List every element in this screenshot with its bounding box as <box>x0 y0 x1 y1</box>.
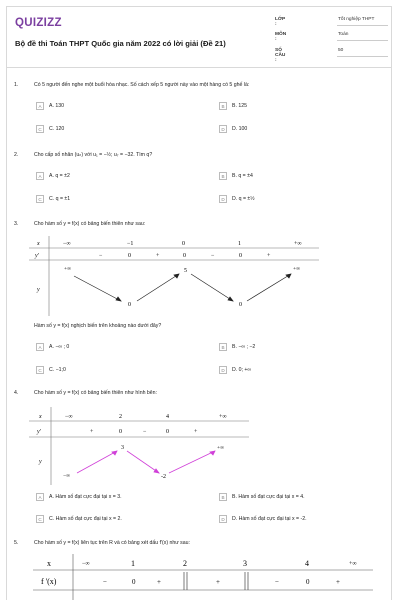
arrow-up <box>247 274 291 301</box>
option-key-box: A <box>36 102 44 110</box>
derivative-sign: + <box>194 429 198 435</box>
derivative-sign: − <box>143 429 147 435</box>
option-key-box: D <box>219 515 227 523</box>
option-key-box: B <box>219 172 227 180</box>
arrow-up <box>169 451 215 473</box>
derivative-label: f '(x) <box>41 577 57 586</box>
option-key-box: A <box>36 493 44 501</box>
variation-table-q4 <box>29 407 249 485</box>
y-value: 5 <box>184 268 187 274</box>
derivative-sign: + <box>216 578 220 586</box>
arrowhead <box>228 297 233 301</box>
option-key-box: C <box>36 125 44 133</box>
option-key-box: D <box>219 366 227 374</box>
y-value: +∞ <box>217 445 225 451</box>
question-text: Cho hàm số y = f(x) liên tục trên R và có bảng xét dấu f'(x) như sau: <box>34 540 190 546</box>
meta-label: LỚP : <box>275 17 286 27</box>
meta-label: MÔN : <box>275 32 287 42</box>
worksheet-header <box>7 7 391 68</box>
y-value: +∞ <box>293 266 301 272</box>
option-text: B. Hàm số đạt cực đại tại x = 4. <box>232 494 305 500</box>
derivative-sign: 0 <box>119 429 122 435</box>
y-value: 0 <box>239 302 242 308</box>
x-value: 2 <box>119 414 122 420</box>
derivative-sign: 0 <box>166 429 169 435</box>
y-value: +∞ <box>64 266 72 272</box>
arrow-up <box>137 274 179 301</box>
question-text: Cho hàm số y = f(x) có bảng biến thiên như sau: <box>34 221 146 227</box>
question-subtext: Hàm số y = f(x) nghịch biến trên khoảng nào dưới đây? <box>34 323 162 329</box>
meta-label: SỐ CÂU : <box>275 48 286 63</box>
derivative-sign: + <box>90 429 94 435</box>
question-number: 1. <box>14 82 19 88</box>
option-key-box: B <box>219 343 227 351</box>
option-key-box: C <box>36 195 44 203</box>
option-key-box: A <box>36 172 44 180</box>
derivative-sign: 0 <box>306 578 310 586</box>
arrowhead <box>174 274 179 278</box>
arrow-down <box>127 451 159 473</box>
x-value: +∞ <box>294 241 302 247</box>
option-text: A. q = ±2 <box>49 173 70 179</box>
x-value: +∞ <box>219 414 227 420</box>
x-value: −∞ <box>82 561 90 567</box>
option-text: C. Hàm số đạt cực đại tại x = 2. <box>49 516 122 522</box>
option-key-box: D <box>219 125 227 133</box>
x-value: 4 <box>305 559 309 568</box>
derivative-sign: − <box>211 253 215 259</box>
derivative-sign: 0 <box>128 253 131 259</box>
x-value: −∞ <box>65 414 73 420</box>
arrowhead <box>112 451 117 455</box>
meta-value: Tốt nghiệp THPT <box>338 17 375 22</box>
option-text: D. 100 <box>232 126 248 132</box>
derivative-sign: + <box>336 578 340 586</box>
option-text: A. Hàm số đạt cực đại tại x = 3. <box>49 494 122 500</box>
page-title: Bộ đề thi Toán THPT Quốc gia năm 2022 có lời giải (Đề 21) <box>15 39 226 48</box>
meta-underline <box>337 56 388 57</box>
question-text: Cho hàm số y = f(x) có bảng biến thiên như hình bên: <box>34 390 158 396</box>
meta-underline <box>337 40 388 41</box>
option-key-box: C <box>36 366 44 374</box>
quizizz-logo: QUIZIZZ <box>15 17 62 29</box>
y-value: 3 <box>121 445 124 451</box>
derivative-label: y' <box>35 253 39 259</box>
option-text: D. Hàm số đạt cực đại tại x = -2. <box>232 516 307 522</box>
option-text: B. q = ±4 <box>232 173 253 179</box>
x-value: 1 <box>131 559 135 568</box>
x-value: 1 <box>238 241 241 247</box>
x-value: +∞ <box>349 561 357 567</box>
sign-table-q5 <box>33 554 373 600</box>
option-key-box: A <box>36 343 44 351</box>
option-text: C. −1;0 <box>49 367 66 373</box>
arrow-up <box>77 451 117 473</box>
x-value: −1 <box>127 241 134 247</box>
question-text: Có 5 người đến nghe một buổi hòa nhạc. Số cách xếp 5 người này vào một hàng có 5 ghế là: <box>34 82 250 88</box>
y-value: 0 <box>128 302 131 308</box>
meta-value: Toán <box>338 32 349 37</box>
option-text: B. −∞ ; −2 <box>232 344 256 350</box>
derivative-sign: 0 <box>132 578 136 586</box>
derivative-sign: 0 <box>239 253 242 259</box>
derivative-label: y' <box>37 429 41 435</box>
arrowhead <box>210 451 215 455</box>
arrow-down <box>191 274 233 301</box>
arrowhead <box>116 297 121 301</box>
option-text: B. 125 <box>232 103 247 109</box>
option-key-box: C <box>36 515 44 523</box>
x-value: 4 <box>166 414 169 420</box>
y-label: y <box>39 459 42 465</box>
option-key-box: D <box>219 195 227 203</box>
y-value: −∞ <box>63 473 71 479</box>
meta-underline <box>337 25 388 26</box>
question-number: 2. <box>14 152 19 158</box>
question-number: 4. <box>14 390 19 396</box>
x-label: x <box>39 414 42 420</box>
x-value: 2 <box>183 559 187 568</box>
derivative-sign: + <box>156 253 160 259</box>
meta-value: 50 <box>338 48 344 53</box>
x-value: 3 <box>243 559 247 568</box>
option-key-box: B <box>219 102 227 110</box>
option-text: C. q = ±1 <box>49 196 71 202</box>
derivative-sign: − <box>103 578 107 586</box>
x-label: x <box>37 241 40 247</box>
derivative-sign: − <box>99 253 103 259</box>
derivative-sign: + <box>267 253 271 259</box>
derivative-sign: − <box>275 578 279 586</box>
x-value: 0 <box>182 241 185 247</box>
variation-table-q3 <box>29 236 319 316</box>
question-text: Cho cấp số nhân (uₙ) với u₁ = −½; u₇ = −32. Tìm q? <box>34 152 153 158</box>
option-text: D. 0; +∞ <box>232 367 252 373</box>
option-text: D. q = ±½ <box>232 196 255 202</box>
x-label: x <box>47 559 51 568</box>
option-key-box: B <box>219 493 227 501</box>
option-text: A. −∞ ; 0 <box>49 344 70 350</box>
derivative-sign: + <box>157 578 161 586</box>
y-value: -2 <box>161 474 166 480</box>
arrowhead <box>286 274 291 278</box>
question-number: 5. <box>14 540 19 546</box>
x-value: −∞ <box>63 241 71 247</box>
option-text: C. 120 <box>49 126 65 132</box>
arrow-down <box>74 276 121 301</box>
y-label: y <box>37 287 40 293</box>
worksheet-page <box>6 6 392 600</box>
derivative-sign: 0 <box>183 253 186 259</box>
question-number: 3. <box>14 221 19 227</box>
option-text: A. 130 <box>49 103 64 109</box>
